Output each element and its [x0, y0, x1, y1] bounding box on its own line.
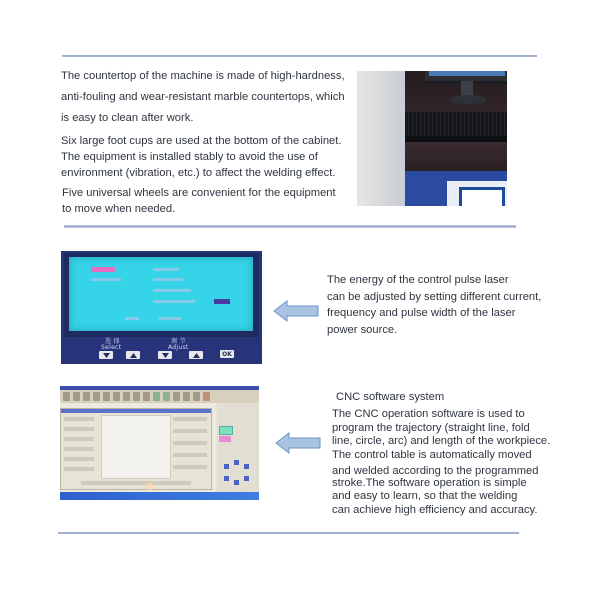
trajectory-canvas [101, 415, 171, 479]
select-down-button[interactable] [99, 351, 113, 359]
jog-button [234, 460, 239, 465]
divider-top [62, 55, 537, 57]
text-line: line, circle, arc) and length of the workpiece. [332, 435, 551, 448]
wall [357, 71, 405, 206]
field [64, 467, 94, 471]
lcd-value-box [214, 299, 230, 304]
laser-control-panel-photo [61, 251, 262, 364]
jog-button [234, 480, 239, 485]
triangle-down-icon [103, 353, 110, 358]
field [81, 481, 191, 485]
field [64, 427, 94, 431]
field [173, 465, 207, 469]
divider-middle [64, 225, 516, 228]
toolbar-icon [143, 392, 150, 401]
arrow-left-icon [275, 432, 321, 454]
adjust-label-cn: 调 节 [171, 338, 186, 345]
toolbar-icon [73, 392, 80, 401]
triangle-down-icon [162, 353, 169, 358]
toolbar-icon [63, 392, 70, 401]
program-dialog [60, 408, 212, 490]
field [64, 457, 94, 461]
cnc-heading: CNC software system [336, 391, 445, 403]
triangle-up-icon [130, 353, 137, 358]
jog-button [244, 464, 249, 469]
text-line: and welded according to the programmed [332, 464, 539, 477]
jog-button [224, 464, 229, 469]
adjust-label: Adjust [168, 344, 189, 351]
label-sheet-inner [459, 187, 505, 206]
field [64, 417, 94, 421]
wheels-text [62, 186, 336, 218]
jog-button [244, 476, 249, 481]
lcd-text [153, 278, 183, 281]
select-up-button[interactable] [126, 351, 140, 359]
lcd-highlight [91, 267, 115, 272]
field [173, 417, 207, 421]
ok-button[interactable] [220, 350, 234, 358]
text-line: to move when needed. [62, 203, 176, 215]
toolbar-icon [123, 392, 130, 401]
keyboard-edge [405, 136, 507, 142]
toolbar-icon [193, 392, 200, 401]
cnc-software-photo [60, 386, 259, 500]
monitor-base [449, 95, 487, 104]
adjust-down-button[interactable] [158, 351, 172, 359]
ok-label: OK [222, 350, 232, 358]
lcd-text [153, 289, 191, 292]
toolbar-icon [103, 392, 110, 401]
jog-button [224, 476, 229, 481]
text-line: can be adjusted by setting different current, [327, 290, 542, 303]
toolbar-icon [83, 392, 90, 401]
field [173, 441, 207, 445]
divider-bottom [58, 532, 519, 534]
laser-energy-text [327, 272, 541, 338]
status-indicator [219, 436, 231, 442]
text-line: environment (vibration, etc.) to affect the welding effect. [61, 167, 336, 179]
text-line: The countertop of the machine is made of high-hardness, [61, 70, 345, 82]
text-line: The control table is automatically moved [332, 449, 532, 462]
toolbar-icon [203, 392, 210, 401]
arrow-left-icon [273, 300, 319, 322]
lcd-text [91, 278, 121, 281]
text-line: The equipment is installed stably to avoid the use of [61, 151, 318, 163]
toolbar-icon [173, 392, 180, 401]
dialog-titlebar [61, 409, 211, 413]
toolbar-icon [133, 392, 140, 401]
text-line: frequency and pulse width of the laser [327, 307, 516, 319]
select-label: Select [101, 344, 122, 351]
text-line: Five universal wheels are convenient for the equipment [62, 187, 336, 199]
text-line: Six large foot cups are used at the bottom of the cabinet. [61, 135, 342, 147]
toolbar-icon [183, 392, 190, 401]
field [173, 453, 207, 457]
select-label-cn: 选 择 [105, 338, 120, 345]
toolbar-icon [93, 392, 100, 401]
triangle-up-icon [193, 353, 200, 358]
field [64, 437, 94, 441]
text-line: stroke.The software operation is simple [332, 476, 527, 489]
text-line: can achieve high efficiency and accuracy. [332, 503, 538, 516]
text-line: and easy to learn, so that the welding [332, 490, 518, 503]
field [64, 447, 94, 451]
text-line: program the trajectory (straight line, fold [332, 421, 530, 434]
taskbar [60, 492, 259, 500]
adjust-up-button[interactable] [189, 351, 203, 359]
cnc-description [332, 408, 550, 518]
field [173, 429, 207, 433]
panel-lcd-screen [69, 257, 253, 331]
lcd-text [159, 317, 181, 320]
keyboard [405, 112, 507, 136]
lcd-text [153, 300, 195, 303]
text-line: The energy of the control pulse laser [327, 274, 509, 286]
toolbar-icon [163, 392, 170, 401]
text-line: power source. [327, 323, 398, 336]
lcd-text [125, 317, 139, 320]
monitor-screen [429, 71, 505, 76]
lcd-text [153, 268, 179, 271]
foot-cups-text [61, 134, 341, 182]
text-line: is easy to clean after work. [61, 112, 194, 124]
light-reflection [146, 482, 154, 492]
countertop-text [61, 69, 345, 132]
text-line: anti-fouling and wear-resistant marble countertops, which [61, 91, 345, 103]
text-line: The CNC operation software is used to [332, 408, 525, 420]
toolbar-icon [113, 392, 120, 401]
status-indicator [219, 426, 233, 435]
workstation-photo [357, 71, 507, 206]
toolbar-icon [153, 392, 160, 401]
